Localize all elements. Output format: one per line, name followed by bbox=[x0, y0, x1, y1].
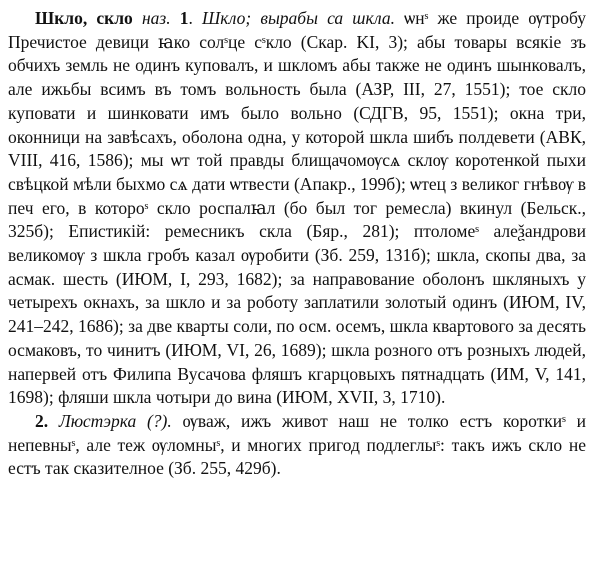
headword: Шкло, скло bbox=[35, 8, 133, 28]
sense-text-2: ѹваж, ижъ живот наш не толко естъ короткиˢ и непевныˢ, але теж ѹломныˢ, и многих пригод подлеглыˢ: такъ ижъ скло не естъ так сказителное (Зб. 255, 429б). bbox=[8, 410, 586, 479]
sense-2 bbox=[8, 410, 586, 481]
grammar-label: наз. bbox=[141, 8, 171, 28]
sense-text-1: ѡнˢ же проиде ѹтробу Пречистое девици ꙗко солˢце сˢкло (Скар. KI, 3); абы товары всякіе зъ обчихъ земль не одинъ куповалъ, и шкломъ абы также не одинъ шынковалъ, але ижьбы всимъ въ томъ вольность была (АЗР, III, 27, 1551); тое скло куповати и шинковати имъ было вольно (СДГВ, 95, 1551); окна три, оконници на завѣсахъ, оболона одна, у которой шкла шибъ полдевети (АВК, VIII, 416, 1586); мы ѡт той правды блищачомѹсѧ склѹ коротенкой пыхи свѣцкой мѣли быхмо сѧ дати ѡтвести (Апакр., 199б); ѡтец з великог гнѣвѹ в печ его, в которoˢ скло роспалꙗл (бо был тог ремесла) вкинул (Бельск., 325б); Епистикій: ремесникъ скла (Бяр., 281); птоломеˢ алеѯандрови великомѹ з шкла гробъ казал ѹробити (Зб. 259, 131б); шкла, скопы два, за асмак. шесть (ИЮМ, I, 293, 1682); за направование оболонъ шкляныхъ у четырехъ окнахъ, за шкло и за роботу заплатили золотый одинъ (ИЮМ, IV, 241–242, 1686); за две кварты соли, по осм. осемъ, шкла квартового за десять осмаковъ, то чинитъ (ИЮМ, VI, 26, 1689); шкла розного отъ розныхъ людей, напервей отъ Филипа Вусачова фляшъ кгарцовыхъ пятнадцать (ИМ, V, 141, 1698); фляши шкла чотыри до вина (ИЮМ, XVII, 3, 1710). bbox=[8, 8, 587, 408]
sense-gloss-1: Шкло; вырабы са шкла. bbox=[202, 8, 396, 28]
sense-number-1: 1 bbox=[179, 8, 189, 28]
dictionary-entry: Шкло, скло наз. 1. Шкло; вырабы са шкла. ѡнˢ же проиде ѹтробу Пречистое девици ꙗко солˢце сˢкло (Скар. KI, 3); абы товары всякіе зъ обчихъ земль не одинъ куповалъ, и шкломъ абы также не одинъ шынковалъ, але ижьбы всимъ въ томъ вольность была (АЗР, III, 27, 1551); тое скло куповати и шинковати имъ было вольно (СДГВ, 95, 1551); окна три, оконници на завѣсахъ, оболона одна, у которой шкла шибъ полдевети (АВК, VIII, 416, 1586); мы ѡт той правды блищачомѹсѧ склѹ коротенкой пыхи свѣцкой мѣли быхмо сѧ дати ѡтвести (Апакр., 199б); ѡтец з великог гнѣвѹ в печ его, в которoˢ скло роспалꙗл (бо был тог ремесла) вкинул (Бельск., 325б); Епистикій: ремесникъ скла (Бяр., 281); птоломеˢ алеѯандрови великомѹ з шкла гробъ казал ѹробити (Зб. 259, 131б); шкла, скопы два, за асмак. шесть (ИЮМ, I, 293, 1682); за направование оболонъ шкляныхъ у четырехъ окнахъ, за шкло и за роботу заплатили золотый одинъ (ИЮМ, IV, 241–242, 1686); за две кварты соли, по осм. осемъ, шкла квартового за десять осмаковъ, то чинитъ (ИЮМ, VI, 26, 1689); шкла розного отъ розныхъ людей, напервей отъ Филипа Вусачова фляшъ кгарцовыхъ пятнадцать (ИМ, V, 141, 1698); фляши шкла чотыри до вина (ИЮМ, XVII, 3, 1710). bbox=[8, 8, 587, 408]
sense-gloss-2: Люстэрка (?). bbox=[58, 410, 172, 431]
sense-number-2: 2. bbox=[35, 410, 49, 431]
